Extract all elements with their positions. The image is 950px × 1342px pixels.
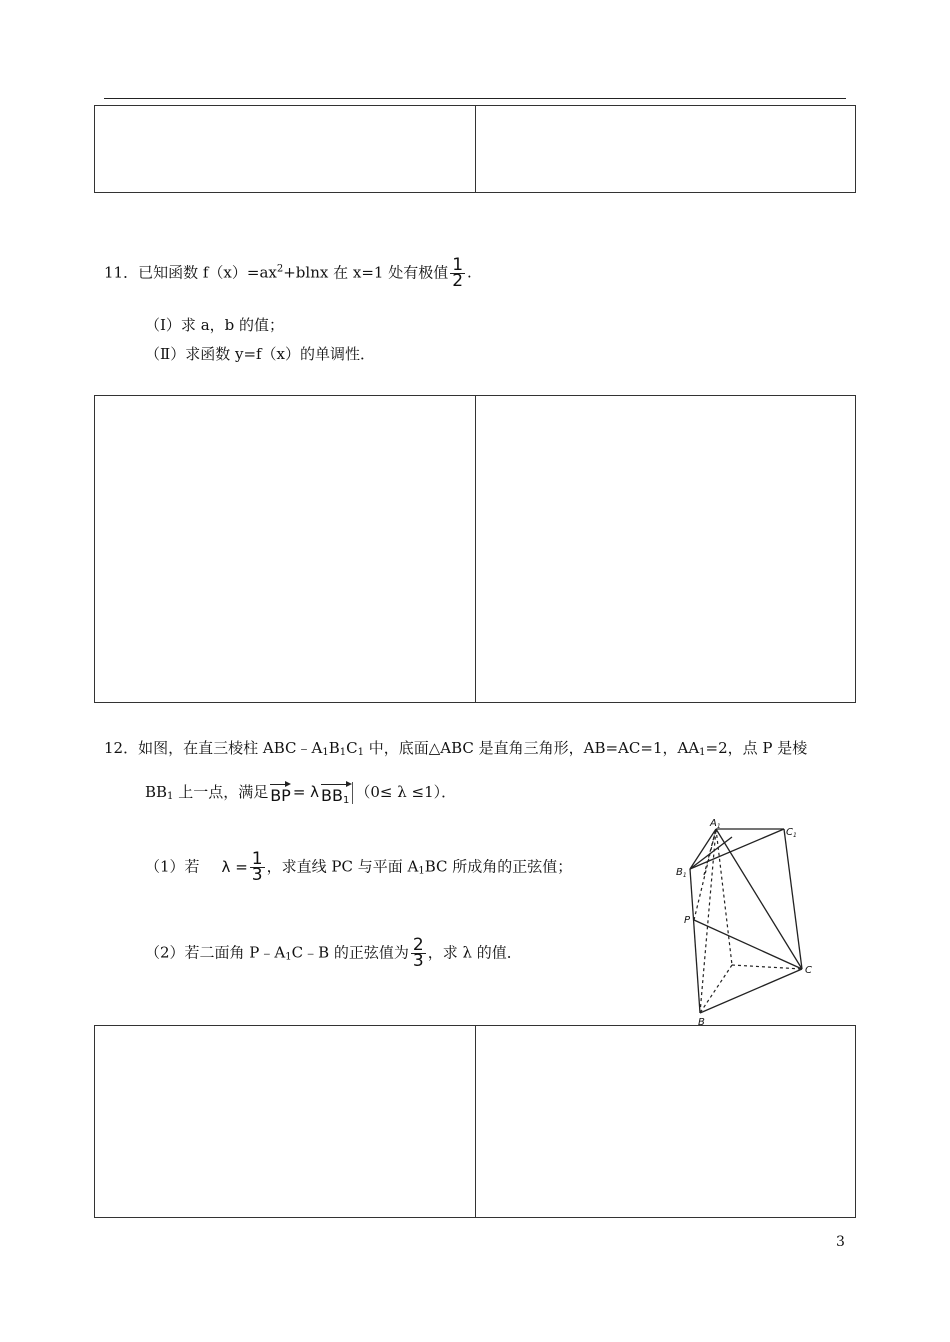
hidden-edge-a1-a <box>716 829 732 965</box>
q11-part2: （Ⅱ）求函数 y=f（x）的单调性． <box>145 345 376 363</box>
edge-b1-b <box>690 869 700 1013</box>
answer-box-divider <box>475 396 476 702</box>
vector-bb1 <box>321 782 353 804</box>
q12-text: BB <box>145 783 168 801</box>
vector-bb1-main: BB <box>321 786 343 805</box>
q12-part1 <box>145 849 573 885</box>
label-c1: $C_1$ <box>786 827 797 839</box>
label-a1: $A_1$ <box>710 818 721 830</box>
q12-stem-line1 <box>104 738 807 758</box>
q11-stem <box>104 255 472 291</box>
q12-part2-text: C﹣B 的正弦值为 <box>291 943 409 962</box>
label-b: B <box>698 1017 705 1027</box>
label-b1: $B_1$ <box>676 867 687 879</box>
q12-subscript: 1 <box>322 747 329 758</box>
q12-subscript: 1 <box>418 865 425 877</box>
answer-box-divider <box>475 1026 476 1217</box>
q12-equals-lambda: = λ <box>292 783 320 801</box>
q12-lambda: λ = <box>221 857 248 876</box>
q12-part1-text: ，求直线 PC 与平面 A <box>266 857 419 876</box>
q11-stem-end: . <box>467 263 472 282</box>
q12-part2-fraction <box>411 935 426 971</box>
edge-c1-c <box>784 829 802 969</box>
q11-number: 11． <box>104 263 139 282</box>
q12-subscript: 1 <box>357 747 364 758</box>
hidden-segment-b-a1 <box>700 829 716 1013</box>
answer-box-divider <box>475 106 476 192</box>
q12-part1-frac-den: 3 <box>251 865 263 885</box>
q12-part1-frac-num: 1 <box>251 849 263 869</box>
q12-subscript: 1 <box>699 747 706 758</box>
q12-part2-frac-den: 3 <box>412 951 424 971</box>
q12-text: C <box>346 739 358 757</box>
q12-part1-fraction <box>250 849 265 885</box>
hidden-segment-p-a1 <box>694 829 716 920</box>
prism-figure <box>672 815 818 1027</box>
q12-part2 <box>145 935 522 971</box>
header-rule <box>104 98 846 99</box>
q11-stem-text-2: +blnx 在 x=1 处有极值 <box>283 263 449 282</box>
q12-text: B <box>328 739 340 757</box>
q12-stem-line2 <box>145 782 456 804</box>
page-number: 3 <box>836 1234 845 1250</box>
q11-frac-num: 1 <box>452 255 464 275</box>
segment-pc <box>694 920 802 969</box>
vector-bb1-sub: 1 <box>343 795 350 806</box>
q12-part2-text: ，求 λ 的值． <box>427 943 522 962</box>
q11-exponent: 2 <box>276 263 284 275</box>
answer-box-q11 <box>94 395 856 703</box>
q12-subscript: 1 <box>285 951 292 963</box>
q11-fraction <box>450 255 465 291</box>
q12-text: 中，底面△ABC 是直角三角形，AB=AC=1，AA <box>363 739 700 757</box>
q12-subscript: 1 <box>167 791 174 802</box>
hidden-edge-a-c <box>732 965 802 969</box>
q12-part2-frac-num: 2 <box>412 935 424 955</box>
q11-frac-den: 2 <box>452 271 464 291</box>
q12-text: 上一点，满足 <box>173 783 269 801</box>
q12-part2-text: （2）若二面角 P﹣A <box>145 943 286 962</box>
q12-part1-text: BC 所成角的正弦值； <box>424 857 573 876</box>
segment-b1-inner <box>690 837 732 869</box>
label-p: P <box>684 915 691 926</box>
q12-text: 12．如图，在直三棱柱 ABC﹣A <box>104 739 323 757</box>
q12-subscript: 1 <box>339 747 347 758</box>
q12-part1-text: （1）若 <box>145 857 200 876</box>
q12-text: =2，点 P 是棱 <box>705 739 808 757</box>
segment-a1c <box>716 829 802 969</box>
answer-box-q10 <box>94 105 856 193</box>
vector-bp: BP <box>270 782 291 804</box>
answer-box-q12 <box>94 1025 856 1218</box>
q11-stem-text: 已知函数 f（x）=ax <box>138 263 277 282</box>
q12-text: （0≤ λ ≤1）． <box>355 783 457 801</box>
label-c: C <box>805 965 812 976</box>
q11-part1: （Ⅰ）求 a，b 的值； <box>145 316 285 334</box>
